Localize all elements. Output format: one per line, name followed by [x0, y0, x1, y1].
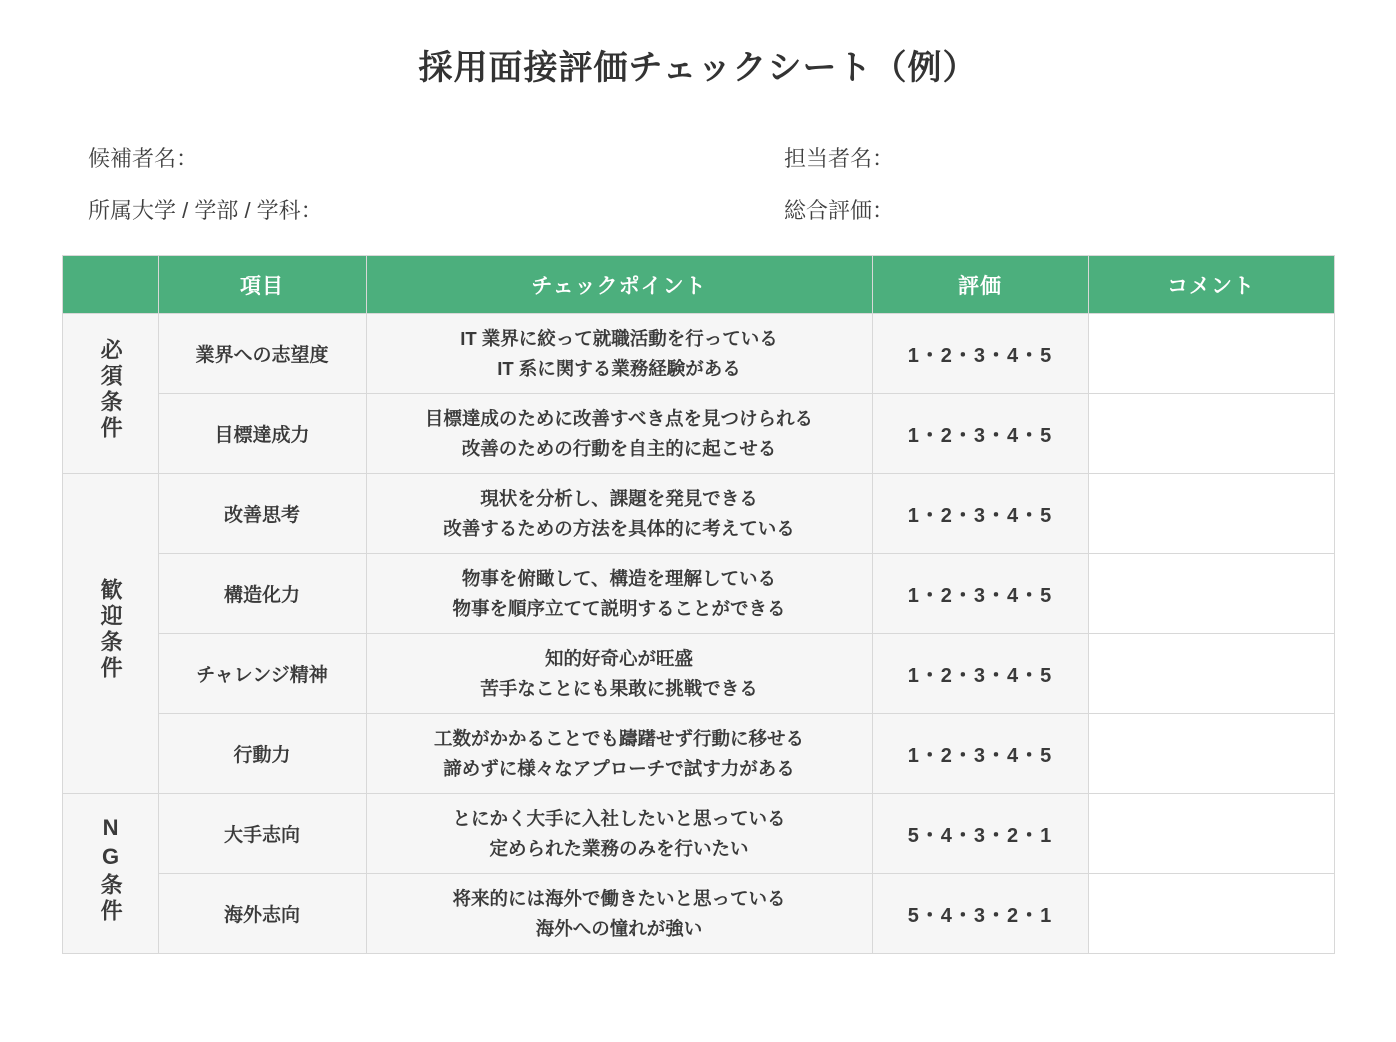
comment-cell[interactable] [1088, 554, 1334, 634]
meta-column-left [88, 133, 698, 237]
table-row [62, 874, 1334, 954]
meta-block [88, 133, 1308, 237]
comment-cell[interactable] [1088, 634, 1334, 714]
item-cell: チャレンジ精神 [158, 634, 366, 714]
checkpoint-cell [366, 714, 872, 794]
checkpoint-line-2: 物事を順序立てて説明することができる [452, 597, 786, 619]
checkpoint-line-1: 知的好奇心が旺盛 [544, 647, 693, 669]
checkpoint-line-1: IT 業界に絞って就職活動を行っている [460, 327, 778, 349]
comment-cell[interactable] [1088, 874, 1334, 954]
header-item: 項目 [158, 256, 366, 314]
table-row [62, 794, 1334, 874]
checkpoint-line-1: 工数がかかることでも躊躇せず行動に移せる [433, 727, 804, 749]
table-row [62, 714, 1334, 794]
checkpoint-cell [366, 634, 872, 714]
school-row [88, 185, 698, 237]
group-cell-ng [62, 794, 158, 954]
candidate-name-label: 候補者名： [88, 146, 199, 171]
checkpoint-line-1: 将来的には海外で働きたいと思っている [452, 887, 786, 909]
item-cell: 構造化力 [158, 554, 366, 634]
page-title: 採用面接評価チェックシート（例） [418, 49, 978, 87]
table-row [62, 634, 1334, 714]
evaluation-scale[interactable]: 5・4・3・2・1 [872, 794, 1088, 874]
checkpoint-line-1: 現状を分析し、課題を発見できる [480, 487, 758, 509]
checkpoint-line-1: とにかく大手に入社したいと思っている [452, 807, 786, 829]
header-group [62, 256, 158, 314]
table-row [62, 394, 1334, 474]
table-header [62, 256, 1334, 314]
comment-cell[interactable] [1088, 314, 1334, 394]
interviewer-row [784, 133, 1308, 185]
item-cell: 大手志向 [158, 794, 366, 874]
evaluation-scale[interactable]: 1・2・3・4・5 [872, 314, 1088, 394]
group-cell-welcome [62, 474, 158, 794]
checkpoint-cell [366, 874, 872, 954]
table-row [62, 314, 1334, 394]
comment-cell[interactable] [1088, 714, 1334, 794]
checkpoint-line-2: 定められた業務のみを行いたい [489, 837, 749, 859]
group-cell-required [62, 314, 158, 474]
evaluation-scale[interactable]: 1・2・3・4・5 [872, 634, 1088, 714]
item-cell: 海外志向 [158, 874, 366, 954]
checkpoint-line-2: 改善するための方法を具体的に考えている [443, 517, 795, 539]
checkpoint-line-2: 苦手なことにも果敢に挑戦できる [480, 677, 758, 699]
comment-cell[interactable] [1088, 474, 1334, 554]
comment-cell[interactable] [1088, 394, 1334, 474]
checkpoint-line-2: 諦めずに様々なアプローチで試す力がある [443, 757, 795, 779]
checkpoint-line-1: 目標達成のために改善すべき点を見つけられる [424, 407, 814, 429]
item-cell: 改善思考 [158, 474, 366, 554]
interviewer-label: 担当者名： [784, 146, 895, 171]
table-row [62, 474, 1334, 554]
evaluation-scale[interactable]: 1・2・3・4・5 [872, 394, 1088, 474]
checkpoint-cell [366, 314, 872, 394]
item-cell: 業界への志望度 [158, 314, 366, 394]
checkpoint-line-1: 物事を俯瞰して、構造を理解している [461, 567, 777, 589]
school-label: 所属大学 / 学部 / 学科： [88, 198, 323, 223]
evaluation-scale[interactable]: 1・2・3・4・5 [872, 554, 1088, 634]
group-label: NG条件 [98, 814, 124, 925]
candidate-name-row [88, 133, 698, 185]
table-row [62, 554, 1334, 634]
checkpoint-cell [366, 394, 872, 474]
evaluation-table [62, 255, 1335, 954]
item-cell: 目標達成力 [158, 394, 366, 474]
checkpoint-line-2: 海外への憧れが強い [535, 917, 703, 939]
evaluation-scale[interactable]: 5・4・3・2・1 [872, 874, 1088, 954]
evaluation-scale[interactable]: 1・2・3・4・5 [872, 714, 1088, 794]
overall-evaluation-row [784, 185, 1308, 237]
group-label: 歓迎条件 [98, 577, 124, 682]
meta-column-right [698, 133, 1308, 237]
header-comment: コメント [1088, 256, 1334, 314]
checkpoint-cell [366, 554, 872, 634]
comment-cell[interactable] [1088, 794, 1334, 874]
overall-evaluation-label: 総合評価： [784, 198, 895, 223]
checkpoint-cell [366, 474, 872, 554]
evaluation-scale[interactable]: 1・2・3・4・5 [872, 474, 1088, 554]
checkpoint-line-2: 改善のための行動を自主的に起こせる [461, 437, 777, 459]
group-label: 必須条件 [98, 337, 124, 442]
table-header-row [62, 256, 1334, 314]
checkpoint-cell [366, 794, 872, 874]
checkpoint-line-2: IT 系に関する業務経験がある [497, 357, 741, 379]
header-evaluation: 評価 [872, 256, 1088, 314]
item-cell: 行動力 [158, 714, 366, 794]
header-checkpoint: チェックポイント [366, 256, 872, 314]
table-body [62, 314, 1334, 954]
